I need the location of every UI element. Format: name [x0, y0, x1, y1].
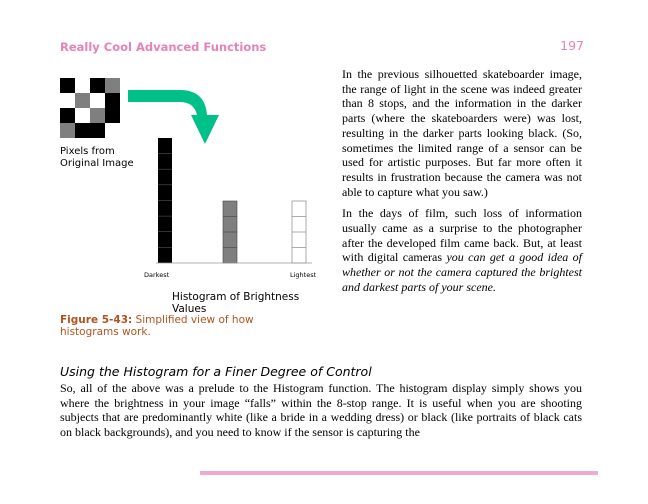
- figure-caption-text: Simplified view of how histograms work.: [60, 314, 254, 338]
- page-number: 197: [560, 38, 584, 53]
- pixel-grid: [60, 78, 120, 138]
- figure-caption: [60, 314, 280, 338]
- figure-caption-label: Figure 5-43:: [60, 314, 133, 326]
- pixel: [60, 78, 75, 93]
- pixel: [105, 108, 120, 123]
- histogram-bar-lightest: [292, 201, 306, 263]
- pixel: [90, 93, 105, 108]
- footer-bar: [200, 471, 598, 475]
- pixel: [90, 123, 105, 138]
- pixel: [75, 78, 90, 93]
- pixel: [60, 93, 75, 108]
- pixel: [75, 123, 90, 138]
- pixel: [60, 108, 75, 123]
- right-paragraph-2-italic: you can get a good idea of whether or not the camera captured the brightest and darkest parts of your scene.: [342, 250, 582, 294]
- section-body-paragraph: So, all of the above was a prelude to the Histogram function. The histogram display simply shows you where the brightness in your image “falls” within the 8-stop range. It is useful when you are shooting subjects that are predominantly white (like a bride in a wedding dress) or black (like portraits of black cats on black backgrounds), and you need to know if the sensor is capturing the: [60, 381, 582, 439]
- histogram-bar-darkest: [158, 138, 172, 263]
- lightest-label: Lightest: [290, 271, 317, 279]
- histogram-illustration: [0, 0, 330, 340]
- pixels-label: [60, 146, 134, 170]
- section-heading: Using the Histogram for a Finer Degree of Control: [60, 364, 372, 379]
- pixel: [90, 78, 105, 93]
- right-paragraph-2: [342, 206, 582, 294]
- histogram-bar-middle: [223, 201, 237, 263]
- darkest-label: Darkest: [144, 271, 170, 279]
- pixel: [60, 123, 75, 138]
- right-paragraph-2-plain: In the days of film, such loss of information usually came as a surprise to the photographer after the developed film came back. But, at least with digital cameras: [342, 206, 582, 265]
- pixel: [105, 123, 120, 138]
- pixels-label-line2: Original Image: [60, 158, 134, 169]
- pixel: [75, 108, 90, 123]
- right-paragraph-1: In the previous silhouetted skateboarder image, the range of light in the scene was indeed greater than 8 stops, and the information in the darker parts (where the skateboarders were) was lost, resulting in the darker parts looking black. (So, sometimes the limited range of a sensor can be used for artistic purposes. But far more often it results in frustration because the camera was not able to capture what you saw.): [342, 67, 582, 199]
- arrow-icon: [128, 90, 219, 144]
- histogram-label: Histogram of Brightness Values: [172, 291, 300, 315]
- pixel: [90, 108, 105, 123]
- pixels-label-line1: Pixels from: [60, 146, 115, 157]
- running-header-title: Really Cool Advanced Functions: [60, 40, 267, 54]
- right-column-text: [342, 67, 582, 302]
- pixel: [105, 78, 120, 93]
- pixel: [105, 93, 120, 108]
- histogram-figure: [0, 0, 330, 340]
- pixel: [75, 93, 90, 108]
